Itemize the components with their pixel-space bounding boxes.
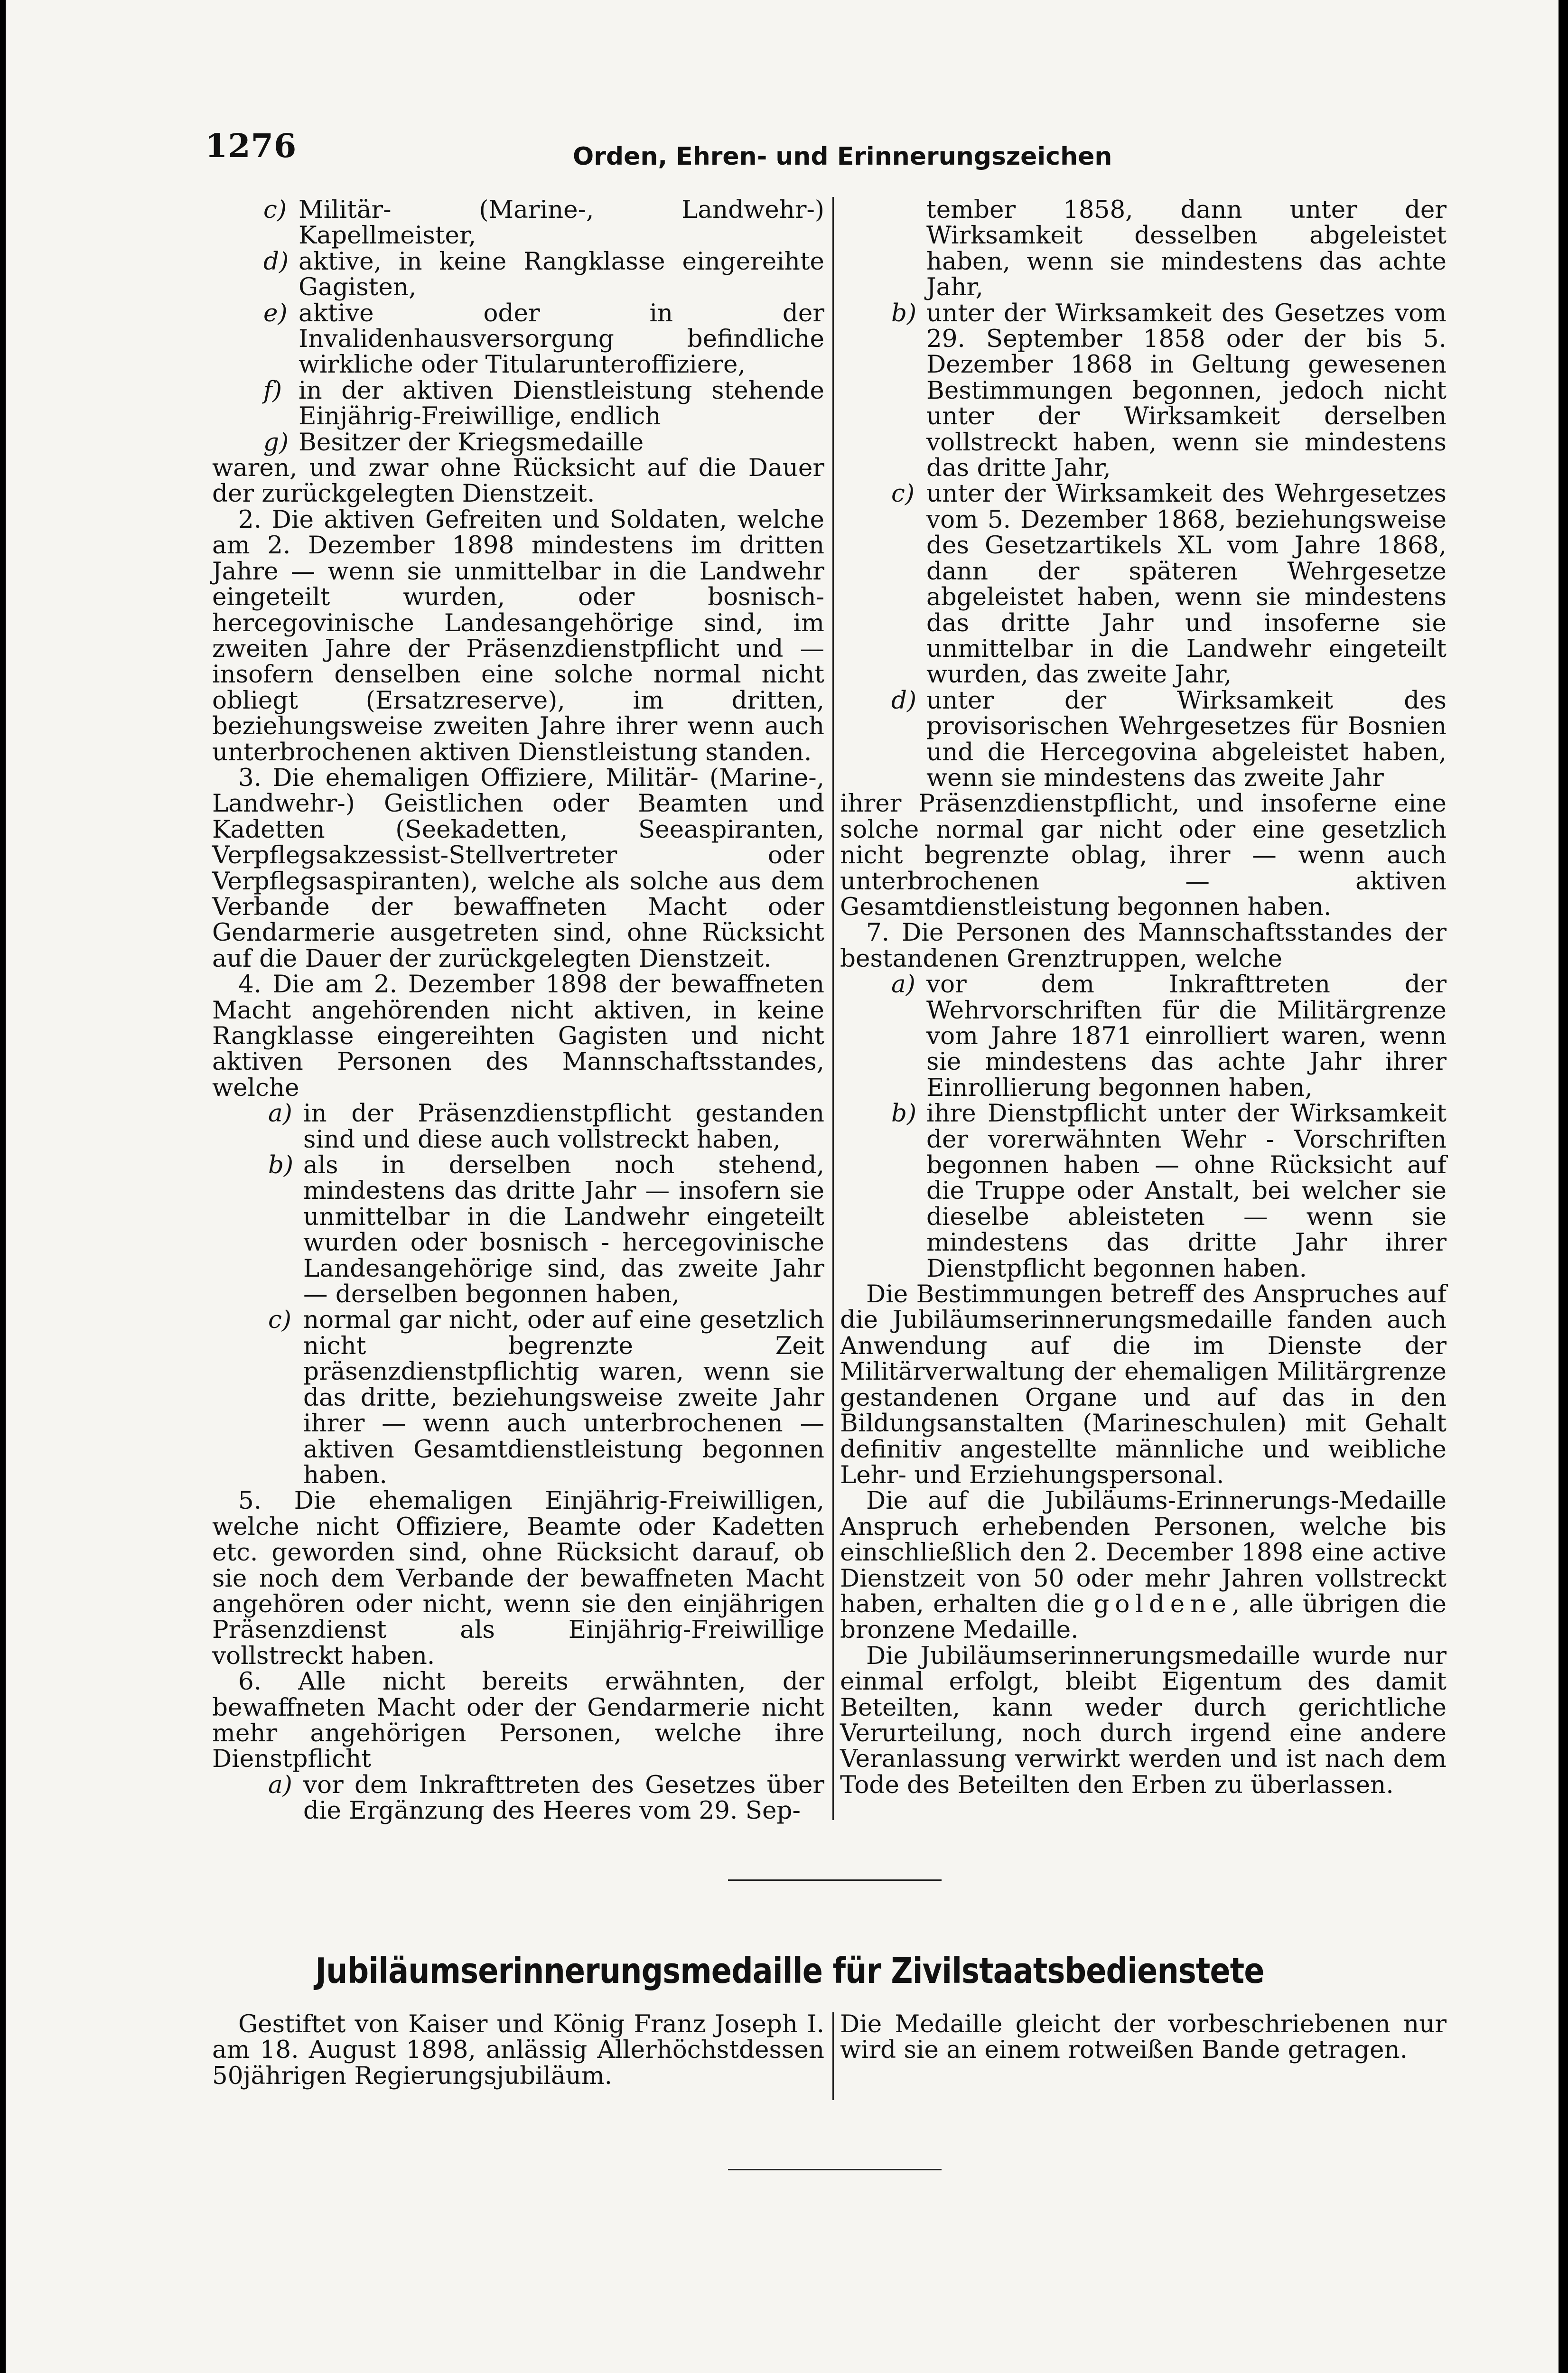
list-item-text: als in derselben noch stehend, mindestens das dritte Jahr — insofern sie unmittelbar in die Landwehr eingeteilt wurden oder bosnisch - hercegovinische Landesangehörige sind, das zweite Jahr — derselben begonnen haben, <box>303 1151 824 1309</box>
book-page <box>6 0 1559 2373</box>
column-divider <box>832 2012 834 2100</box>
spaced-emphasis: goldene <box>1093 1589 1232 1618</box>
list-item-text: Besitzer der Kriegsmedaille <box>299 428 644 457</box>
list-item <box>840 300 1447 481</box>
list-item-text: in der Präsenzdienstpflicht gestanden sind und diese auch vollstreckt haben, <box>303 1099 824 1154</box>
list-marker: a) <box>891 970 915 999</box>
list-item-text: vor dem Inkrafttreten der Wehrvorschriften für die Militärgrenze vom Jahre 1871 einrolliert waren, wenn sie mindestens das achte Jahr ihrer Einrollierung begonnen haben, <box>926 970 1447 1102</box>
list-item-text: unter der Wirksamkeit des provisorischen Wehrgesetzes für Bosnien und die Hercegovina abgeleistet haben, wenn sie mindestens das zweite Jahr <box>926 686 1447 792</box>
list-item <box>212 300 824 378</box>
list-item <box>212 430 824 455</box>
list-item-text: aktive, in keine Rangklasse eingereihte Gagisten, <box>299 247 824 302</box>
list-marker: g) <box>263 428 289 457</box>
section-left-column <box>212 2011 824 2089</box>
list-item <box>212 197 824 249</box>
list-item-text: aktive oder in der Invalidenhausversorgung befindliche wirkliche oder Titularunteroffiziere, <box>299 299 824 379</box>
paragraph: 3. Die ehemaligen Offiziere, Militär- (Marine-, Landwehr-) Geistlichen oder Beamten und Kadetten (Seekadetten, Seeaspiranten, Verpflegsakzessist-Stellvertreter oder Verpflegsaspiranten), welche als solche aus dem Verbande der bewaffneten Macht oder Gendarmerie ausgetreten sind, ohne Rücksicht auf die Dauer der zurückgelegten Dienstzeit. <box>212 763 824 973</box>
paragraph-text: Die auf die Jubiläums-Erinnerungs-Medaille Anspruch erhebenden Personen, welche bis einschließlich den 2. December 1898 eine active Dienstzeit von 50 oder mehr Jahren vollstreckt haben, erhalten die <box>840 1486 1447 1618</box>
list-marker: a) <box>268 1770 292 1799</box>
section-right-column <box>840 2011 1447 2063</box>
paragraph: Die Bestimmungen betreff des Anspruches auf die Jubiläumserinnerungsmedaille fanden auch Anwendung auf die im Dienste der Militärverwaltung der ehemaligen Militärgrenze gestandenen Organe und auf das in den Bildungsanstalten (Marineschulen) mit Gehalt definitiv angestellte männliche und weibliche Lehr- und Erziehungspersonal. <box>840 1280 1447 1489</box>
list-marker: c) <box>263 196 287 224</box>
list-item <box>840 972 1447 1101</box>
list-marker: b) <box>891 299 917 327</box>
list-item <box>212 1772 824 1824</box>
paragraph <box>840 1488 1447 1643</box>
list-item <box>212 1152 824 1307</box>
list-marker: b) <box>268 1151 294 1180</box>
list-item-text: vor dem Inkrafttreten des Gesetzes über die Ergänzung des Heeres vom 29. Sep- <box>303 1770 824 1825</box>
list-marker: c) <box>891 479 915 508</box>
list-item-text: ihre Dienstpflicht unter der Wirksamkeit der vorerwähnten Wehr - Vorschriften begonnen haben — ohne Rücksicht auf die Truppe oder Anstalt, bei welcher sie dieselbe ableisteten — wenn sie mindestens das dritte Jahr ihrer Dienstpflicht begonnen haben. <box>926 1099 1447 1283</box>
paragraph: 6. Alle nicht bereits erwähnten, der bewaffneten Macht oder der Gendarmerie nicht mehr angehörigen Personen, welche ihre Dienstpflicht <box>212 1667 824 1774</box>
list-marker: a) <box>268 1099 292 1128</box>
list-marker: d) <box>891 686 917 715</box>
paragraph-text: , alle übrigen die bronzene Medaille. <box>840 1589 1447 1644</box>
list-marker: f) <box>263 376 282 405</box>
list-item-text: unter der Wirksamkeit des Wehrgesetzes vom 5. Dezember 1868, beziehungsweise des Gesetzartikels XL vom Jahre 1868, dann der späteren Wehrgesetze abgeleistet haben, wenn sie mindestens das dritte Jahr und insoferne sie unmittelbar in die Landwehr eingeteilt wurden, das zweite Jahr, <box>926 479 1447 689</box>
paragraph: waren, und zwar ohne Rücksicht auf die Dauer der zurückgelegten Dienstzeit. <box>212 454 824 508</box>
list-item <box>840 688 1447 791</box>
paragraph: Gestiftet von Kaiser und König Franz Joseph I. am 18. August 1898, anlässig Allerhöchstdessen 50jährigen Regierungsjubiläum. <box>212 2010 824 2090</box>
list-item <box>212 1307 824 1488</box>
list-item <box>212 378 824 430</box>
paragraph: ihrer Präsenzdienstpflicht, und insoferne eine solche normal gar nicht oder eine gesetzlich nicht begrenzte oblag, ihrer — wenn auch unterbrochenen — aktiven Gesamtdienstleistung begonnen haben. <box>840 789 1447 921</box>
page-number: 1276 <box>205 127 297 165</box>
paragraph: 2. Die aktiven Gefreiten und Soldaten, welche am 2. Dezember 1898 mindestens im dritten Jahre — wenn sie unmittelbar in die Landwehr eingeteilt wurden, oder bosnisch-hercegovinische Landesangehörige sind, im zweiten Jahre der Präsenzdienstpflicht und — insofern denselben eine solche normal nicht obliegt (Ersatzreserve), im dritten, beziehungsweise zweiten Jahre ihrer wenn auch unterbrochenen aktiven Dienstleistung standen. <box>212 505 824 766</box>
section-divider <box>728 1879 942 1881</box>
list-marker: e) <box>263 299 288 327</box>
paragraph: Die Medaille gleicht der vorbeschriebenen nur wird sie an einem rotweißen Bande getragen. <box>840 2010 1447 2065</box>
running-title: Orden, Ehren- und Erinnerungszeichen <box>573 142 1112 171</box>
section-divider <box>728 2169 942 2170</box>
paragraph: 5. Die ehemaligen Einjährig-Freiwilligen, welche nicht Offiziere, Beamte oder Kadetten etc. geworden sind, ohne Rücksicht darauf, ob sie noch dem Verbande der bewaffneten Macht angehören oder nicht, wenn sie den einjährigen Präsenzdienst als Einjährig-Freiwillige vollstreckt haben. <box>212 1486 824 1670</box>
paragraph: Die Jubiläumserinnerungsmedaille wurde nur einmal erfolgt, bleibt Eigentum des damit Beteilten, kann weder durch gerichtliche Verurteilung, noch durch irgend eine andere Veranlassung verwirkt werden und ist nach dem Tode des Beteilten den Erben zu überlassen. <box>840 1641 1447 1799</box>
list-marker: c) <box>268 1306 291 1335</box>
list-item <box>212 1101 824 1152</box>
column-divider <box>832 197 834 1820</box>
list-marker: d) <box>263 247 289 276</box>
list-item-text: normal gar nicht, oder auf eine gesetzlich nicht begrenzte Zeit präsenzdienstpflichtig waren, wenn sie das dritte, beziehungsweise zweite Jahr ihrer — wenn auch unterbrochenen — aktiven Gesamtdienstleistung begonnen haben. <box>303 1306 824 1489</box>
paragraph: 7. Die Personen des Mannschaftsstandes der bestandenen Grenztruppen, welche <box>840 918 1447 973</box>
list-item <box>840 1101 1447 1281</box>
list-item-text: unter der Wirksamkeit des Gesetzes vom 29. September 1858 oder der bis 5. Dezember 1868 in Geltung gewesenen Bestimmungen begonnen, jedoch nicht unter der Wirksamkeit derselben vollstreckt haben, wenn sie mindestens das dritte Jahr, <box>926 299 1447 483</box>
paragraph-continuation: tember 1858, dann unter der Wirksamkeit desselben abgeleistet haben, wenn sie mindestens das achte Jahr, <box>926 196 1447 302</box>
list-item <box>212 249 824 300</box>
list-marker: b) <box>891 1099 917 1128</box>
list-item <box>840 481 1447 687</box>
section-heading: Jubiläumserinnerungsmedaille für Zivilstaatsbedienstete <box>315 1951 1264 1991</box>
left-column <box>212 197 824 1824</box>
list-item-text: Militär- (Marine-, Landwehr-) Kapellmeister, <box>299 196 824 250</box>
paragraph: 4. Die am 2. Dezember 1898 der bewaffneten Macht angehörenden nicht aktiven, in keine Rangklasse eingereihten Gagisten und nicht aktiven Personen des Mannschaftsstandes, welche <box>212 970 824 1102</box>
list-item-text: in der aktiven Dienstleistung stehende Einjährig-Freiwillige, endlich <box>299 376 824 431</box>
right-column <box>840 197 1447 1798</box>
